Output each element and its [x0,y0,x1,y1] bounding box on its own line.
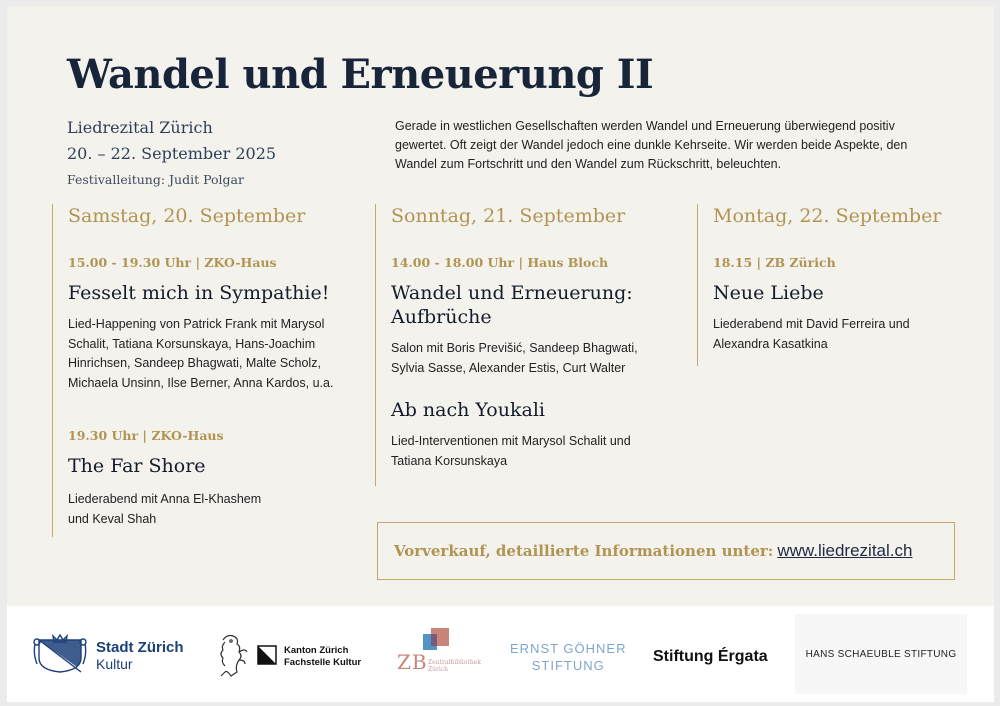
festival-dates: 20. – 22. September 2025 [67,144,277,163]
sponsor-subtitle: Fachstelle Kultur [284,657,362,668]
event-description: Salon mit Boris Previšić, Sandeep Bhagwati, Sylvia Sasse, Alexander Estis, Curt Walter [391,341,638,375]
sponsor-name: Stadt Zürich [96,639,184,656]
event-description: Lied-Happening von Patrick Frank mit Marysol Schalit, Tatiana Korsunskaya, Hans-Joachim Hinrichsen, Sandeep Bhagwati, Malte Scholz, Michaela Unsinn, Ilse Berner, Anna Kardos, u.a. [68,317,334,390]
event-youkali [376,398,676,471]
day-heading: Samstag, 20. September [68,205,306,227]
event-description: Lied-Interventionen mit Marysol Schalit und Tatiana Korsunskaya [391,434,631,468]
event-time: 15.00 - 19.30 Uhr | ZKO-Haus [68,255,277,270]
sponsor-name: HANS SCHAEUBLE STIFTUNG [805,648,957,660]
sponsor-subtitle: Zürich [428,666,449,673]
logo-stadt-zuerich [33,634,184,678]
sponsor-name: Kanton Zürich [284,645,349,656]
day-column-monday [697,204,988,366]
presale-text: Vorverkauf, detaillierte Informationen unter: [394,542,774,560]
event-title: Wandel und Erneuerung: Aufbrüche [391,282,633,328]
event-aufbrueche [376,255,676,378]
zurich-lion-icon [213,632,249,682]
website-link[interactable]: www.liedrezital.ch [777,541,913,560]
event-title: The Far Shore [68,455,206,477]
event-fesselt [53,255,353,393]
event-time: 18.15 | ZB Zürich [713,255,836,270]
sponsor-footer [7,606,994,702]
day-column-saturday [52,204,358,537]
logo-stiftung-ergata [653,648,768,666]
sponsor-name: ERNST GÖHNER [510,641,627,656]
event-title: Ab nach Youkali [391,399,545,421]
festival-name: Liedrezital Zürich [67,118,213,137]
logo-kanton-zuerich [213,632,361,682]
event-description: Liederabend mit David Ferreira und Alexandra Kasatkina [713,317,910,351]
sponsor-name: Stiftung Érgata [653,648,768,665]
event-time: 19.30 Uhr | ZKO-Haus [68,428,224,443]
day-column-sunday [375,204,676,486]
event-title: Fesselt mich in Sympathie! [68,282,330,304]
event-description: Liederabend mit Anna El-Khashem und Keval Shah [68,492,262,526]
day-heading: Sonntag, 21. September [391,205,626,227]
zurich-coat-of-arms-icon [33,634,87,678]
page-title: Wandel und Erneuerung II [67,51,654,98]
logo-hans-schaeuble [795,614,967,694]
intro-text: Gerade in westlichen Gesellschaften werden Wandel und Erneuerung überwiegend positiv gewertet. Oft zeigt der Wandel jedoch eine dunkle Kehrseite. Wir werden beide Aspekte, den Wandel zum Fortschritt und den Wandel zum Rückschritt, beleuchten. [395,119,908,171]
zb-wordmark: ZB [397,650,428,674]
logo-zentralbibliothek [395,626,485,678]
logo-ernst-goehner [510,640,627,674]
sponsor-name: Zentralbibliothek [428,659,481,666]
day-heading: Montag, 22. September [713,205,942,227]
sponsor-subtitle: STIFTUNG [531,658,605,673]
event-title: Neue Liebe [713,282,824,304]
presale-box [377,522,955,580]
event-far-shore [53,428,353,529]
event-time: 14.00 - 18.00 Uhr | Haus Bloch [391,255,609,270]
event-neue-liebe [698,255,988,354]
sponsor-subtitle: Kultur [96,656,133,672]
event-flyer [7,6,994,606]
festival-director: Festivalleitung: Judit Polgar [67,172,244,187]
kanton-mark-icon [257,645,277,669]
